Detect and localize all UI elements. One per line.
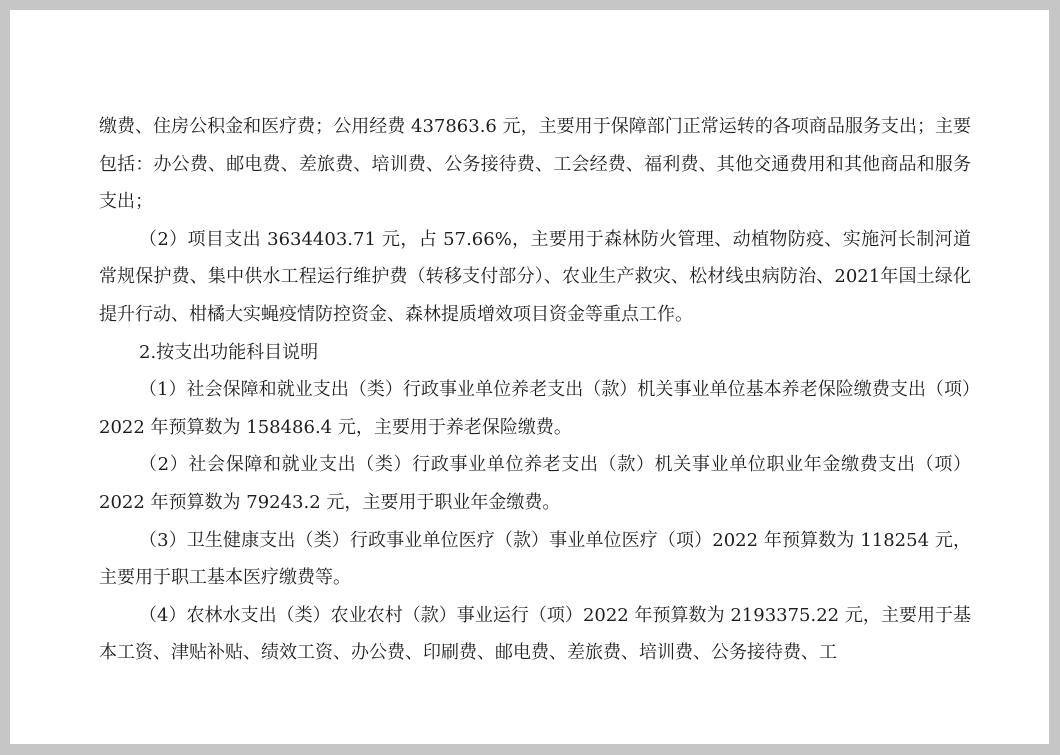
paragraph-occupational-annuity: （2）社会保障和就业支出（类）行政事业单位养老支出（款）机关事业单位职业年金缴费支出（项）2022 年预算数为 79243.2 元，主要用于职业年金缴费。 (99, 454, 971, 513)
paragraph-pension-insurance: （1）社会保障和就业支出（类）行政事业单位养老支出（款）机关事业单位基本养老保险缴费支出（项）2022 年预算数为 158486.4 元，主要用于养老保险缴费。 (99, 379, 971, 438)
document-body (99, 108, 971, 672)
paragraph-public-funds: 缴费、住房公积金和医疗费；公用经费 437863.6 元，主要用于保障部门正常运转的各项商品服务支出；主要包括：办公费、邮电费、差旅费、培训费、公务接待费、工会经费、福利费、其他交通费用和其他商品和服务支出； (99, 116, 971, 213)
section-heading-functional-subjects: 2.按支出功能科目说明 (139, 341, 319, 363)
paragraph-agriculture-forestry-water: （4）农林水支出（类）农业农村（款）事业运行（项）2022 年预算数为 2193375.22 元，主要用于基本工资、津贴补贴、绩效工资、办公费、印刷费、邮电费、差旅费、培训费、公务接待费、工 (99, 604, 971, 664)
paragraph-project-expenditure: （2）项目支出 3634403.71 元，占 57.66%，主要用于森林防火管理、动植物防疫、实施河长制河道常规保护费、集中供水工程运行维护费（转移支付部分）、农业生产救灾、松材线虫病防治、2021年国土绿化提升行动、柑橘大实蝇疫情防控资金、森林提质增效项目资金等重点工作。 (99, 228, 971, 325)
document-page (10, 10, 1049, 744)
paragraph-medical-insurance: （3）卫生健康支出（类）行政事业单位医疗（款）事业单位医疗（项）2022 年预算数为 118254 元，主要用于职工基本医疗缴费等。 (99, 529, 971, 589)
